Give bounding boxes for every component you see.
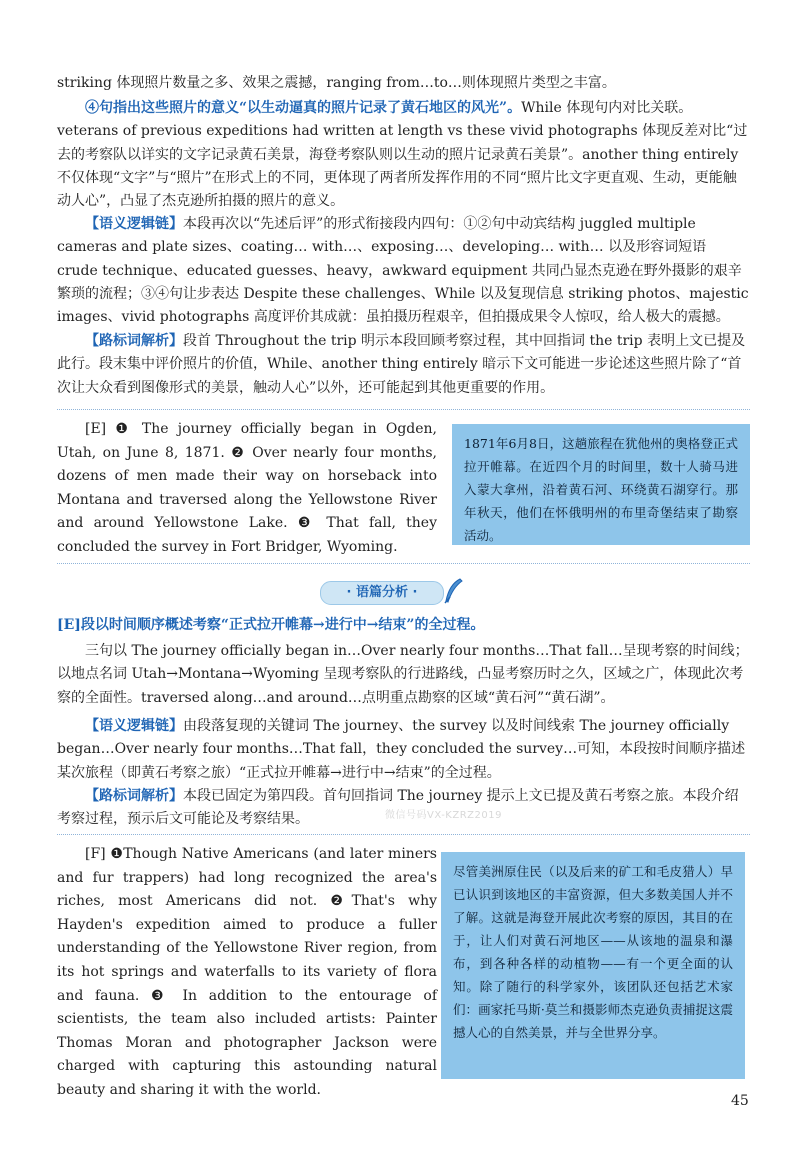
analysis-paragraph-striking: striking 体现照片数量之多、效果之震撼，ranging from…to…则体现照片类型之丰富。 xyxy=(57,75,616,91)
section-tag-label: · 语篇分析 · xyxy=(320,581,444,605)
signpost-label: 【路标词解析】 xyxy=(85,333,183,349)
semantic-logic-paragraph-d xyxy=(57,213,750,329)
semantic-logic-body: 由段落复现的关键词 The journey、the survey 以及时间线索 The journey officially began…Over nearly four months…That fall，they concluded the survey…可知，本段按时间顺序描述某次旅程（即黄石考察之旅）“正式拉开帷幕→进行中→结束”的全过程。 xyxy=(57,718,746,781)
paragraph-e-translation: 1871年6月8日，这趟旅程在犹他州的奥格登正式拉开帷幕。在近四个月的时间里，数十人骑马进入蒙大拿州，沿着黄石河、环绕黄石湖穿行。那年秋天，他们在怀俄明州的布里奇堡结束了勘察活动。 xyxy=(452,424,750,545)
dotted-divider xyxy=(57,834,750,835)
paragraph-e-english: [E] ❶ The journey officially began in Ogden, Utah, on June 8, 1871. ❷ Over nearly four months, dozens of men made their way on horseback into Montana and traversed along the Yellowstone River and around Yellowstone Lake. ❸ That fall, they concluded the survey in Fort Bridger, Wyoming. xyxy=(57,421,437,555)
watermark: 微信号码VX-KZRZ2019 xyxy=(385,810,502,821)
page-number: 45 xyxy=(731,1093,749,1109)
signpost-label: 【路标词解析】 xyxy=(85,788,183,804)
paragraph-f-english: [F] ❶Though Native Americans (and later miners and fur trappers) had long recognized the area's riches, most Americans did not. ❷That's why Hayden's expedition aimed to produce a fuller understanding of the Yellowstone River region, from its hot springs and waterfalls to its variety of flora and fauna. ❸ In addition to the entourage of scientists, the team also included artists: Painter Thomas Moran and photographer Jackson were charged with capturing this astounding natural beauty and sharing it with the world. xyxy=(57,846,437,1098)
section-tag xyxy=(320,577,462,607)
paragraph-e-analysis: 三句以 The journey officially began in…Over nearly four months…That fall…呈现考察的时间线；以地点名词 Utah→Montana→Wyoming 呈现考察队的行进路线，凸显考察历时之久，区域之广，体现此次考察的全面性。traversed along…and around…点明重点勘察的区域“黄石河”“黄石湖”。 xyxy=(57,643,749,706)
signpost-body: 本段已固定为第四段。首句回指词 The journey 提示上文已提及黄石考察之旅。本段介绍考察过程，预示后文可能论及考察结果。 xyxy=(57,788,739,828)
semantic-logic-paragraph-e xyxy=(57,715,750,785)
paragraph-e-summary: [E]段以时间顺序概述考察“正式拉开帷幕→进行中→结束”的全过程。 xyxy=(57,617,485,633)
signpost-paragraph-d xyxy=(57,330,750,400)
paragraph-f-translation: 尽管美洲原住民（以及后来的矿工和毛皮猎人）早已认识到该地区的丰富资源，但大多数美国人并不了解。这就是海登开展此次考察的原因，其目的在于，让人们对黄石河地区——从该地的温泉和瀑布，到各种各样的动植物——有一个更全面的认知。除了随行的科学家外，该团队还包括艺术家们：画家托马斯·莫兰和摄影师杰克逊负责捕捉这震撼人心的自然美景，并与全世界分享。 xyxy=(441,852,745,1079)
sentence4-label: ④句指出这些照片的意义“以生动逼真的照片记录了黄石地区的风光”。 xyxy=(85,100,522,116)
dotted-divider xyxy=(57,409,750,410)
semantic-logic-label: 【语义逻辑链】 xyxy=(85,216,183,232)
dotted-divider xyxy=(57,563,750,564)
semantic-logic-body: 本段再次以“先述后评”的形式衔接段内四句：①②句中动宾结构 juggled multiple cameras and plate sizes、coating… with…、exposing…、developing… with… 以及形容词短语 crude technique、educated guesses、heavy，awkward equipment 共同凸显杰克逊在野外摄影的艰辛繁琐的流程；③④句让步表达 Despite these challenges、While 以及复现信息 striking photos、majestic images、vivid photographs 高度评价其成就：虽拍摄历程艰辛，但拍摄成果令人惊叹，给人极大的震撼。 xyxy=(57,216,749,326)
sentence4-body: While 体现句内对比关联。veterans of previous expeditions had written at length vs these vivid photographs 体现反差对比“过去的考察队以详实的文字记录黄石美景，海登考察队则以生动的照片记录黄石美景”。another thing entirely 不仅体现“文字”与“照片”在形式上的不同，更体现了两者所发挥作用的不同“照片比文字更直观、生动，更能触动人心”，凸显了杰克逊所拍摄的照片的意义。 xyxy=(57,100,748,210)
analysis-paragraph-sentence4 xyxy=(57,97,750,213)
semantic-logic-label: 【语义逻辑链】 xyxy=(85,718,183,734)
signpost-body: 段首 Throughout the trip 明示本段回顾考察过程，其中回指词 the trip 表明上文已提及此行。段末集中评价照片的价值，While、another thing entirely 暗示下文可能进一步论述这些照片除了“首次让大众看到图像形式的美景，触动人心”以外，还可能起到其他更重要的作用。 xyxy=(57,333,746,396)
feather-pen-icon xyxy=(442,577,464,605)
